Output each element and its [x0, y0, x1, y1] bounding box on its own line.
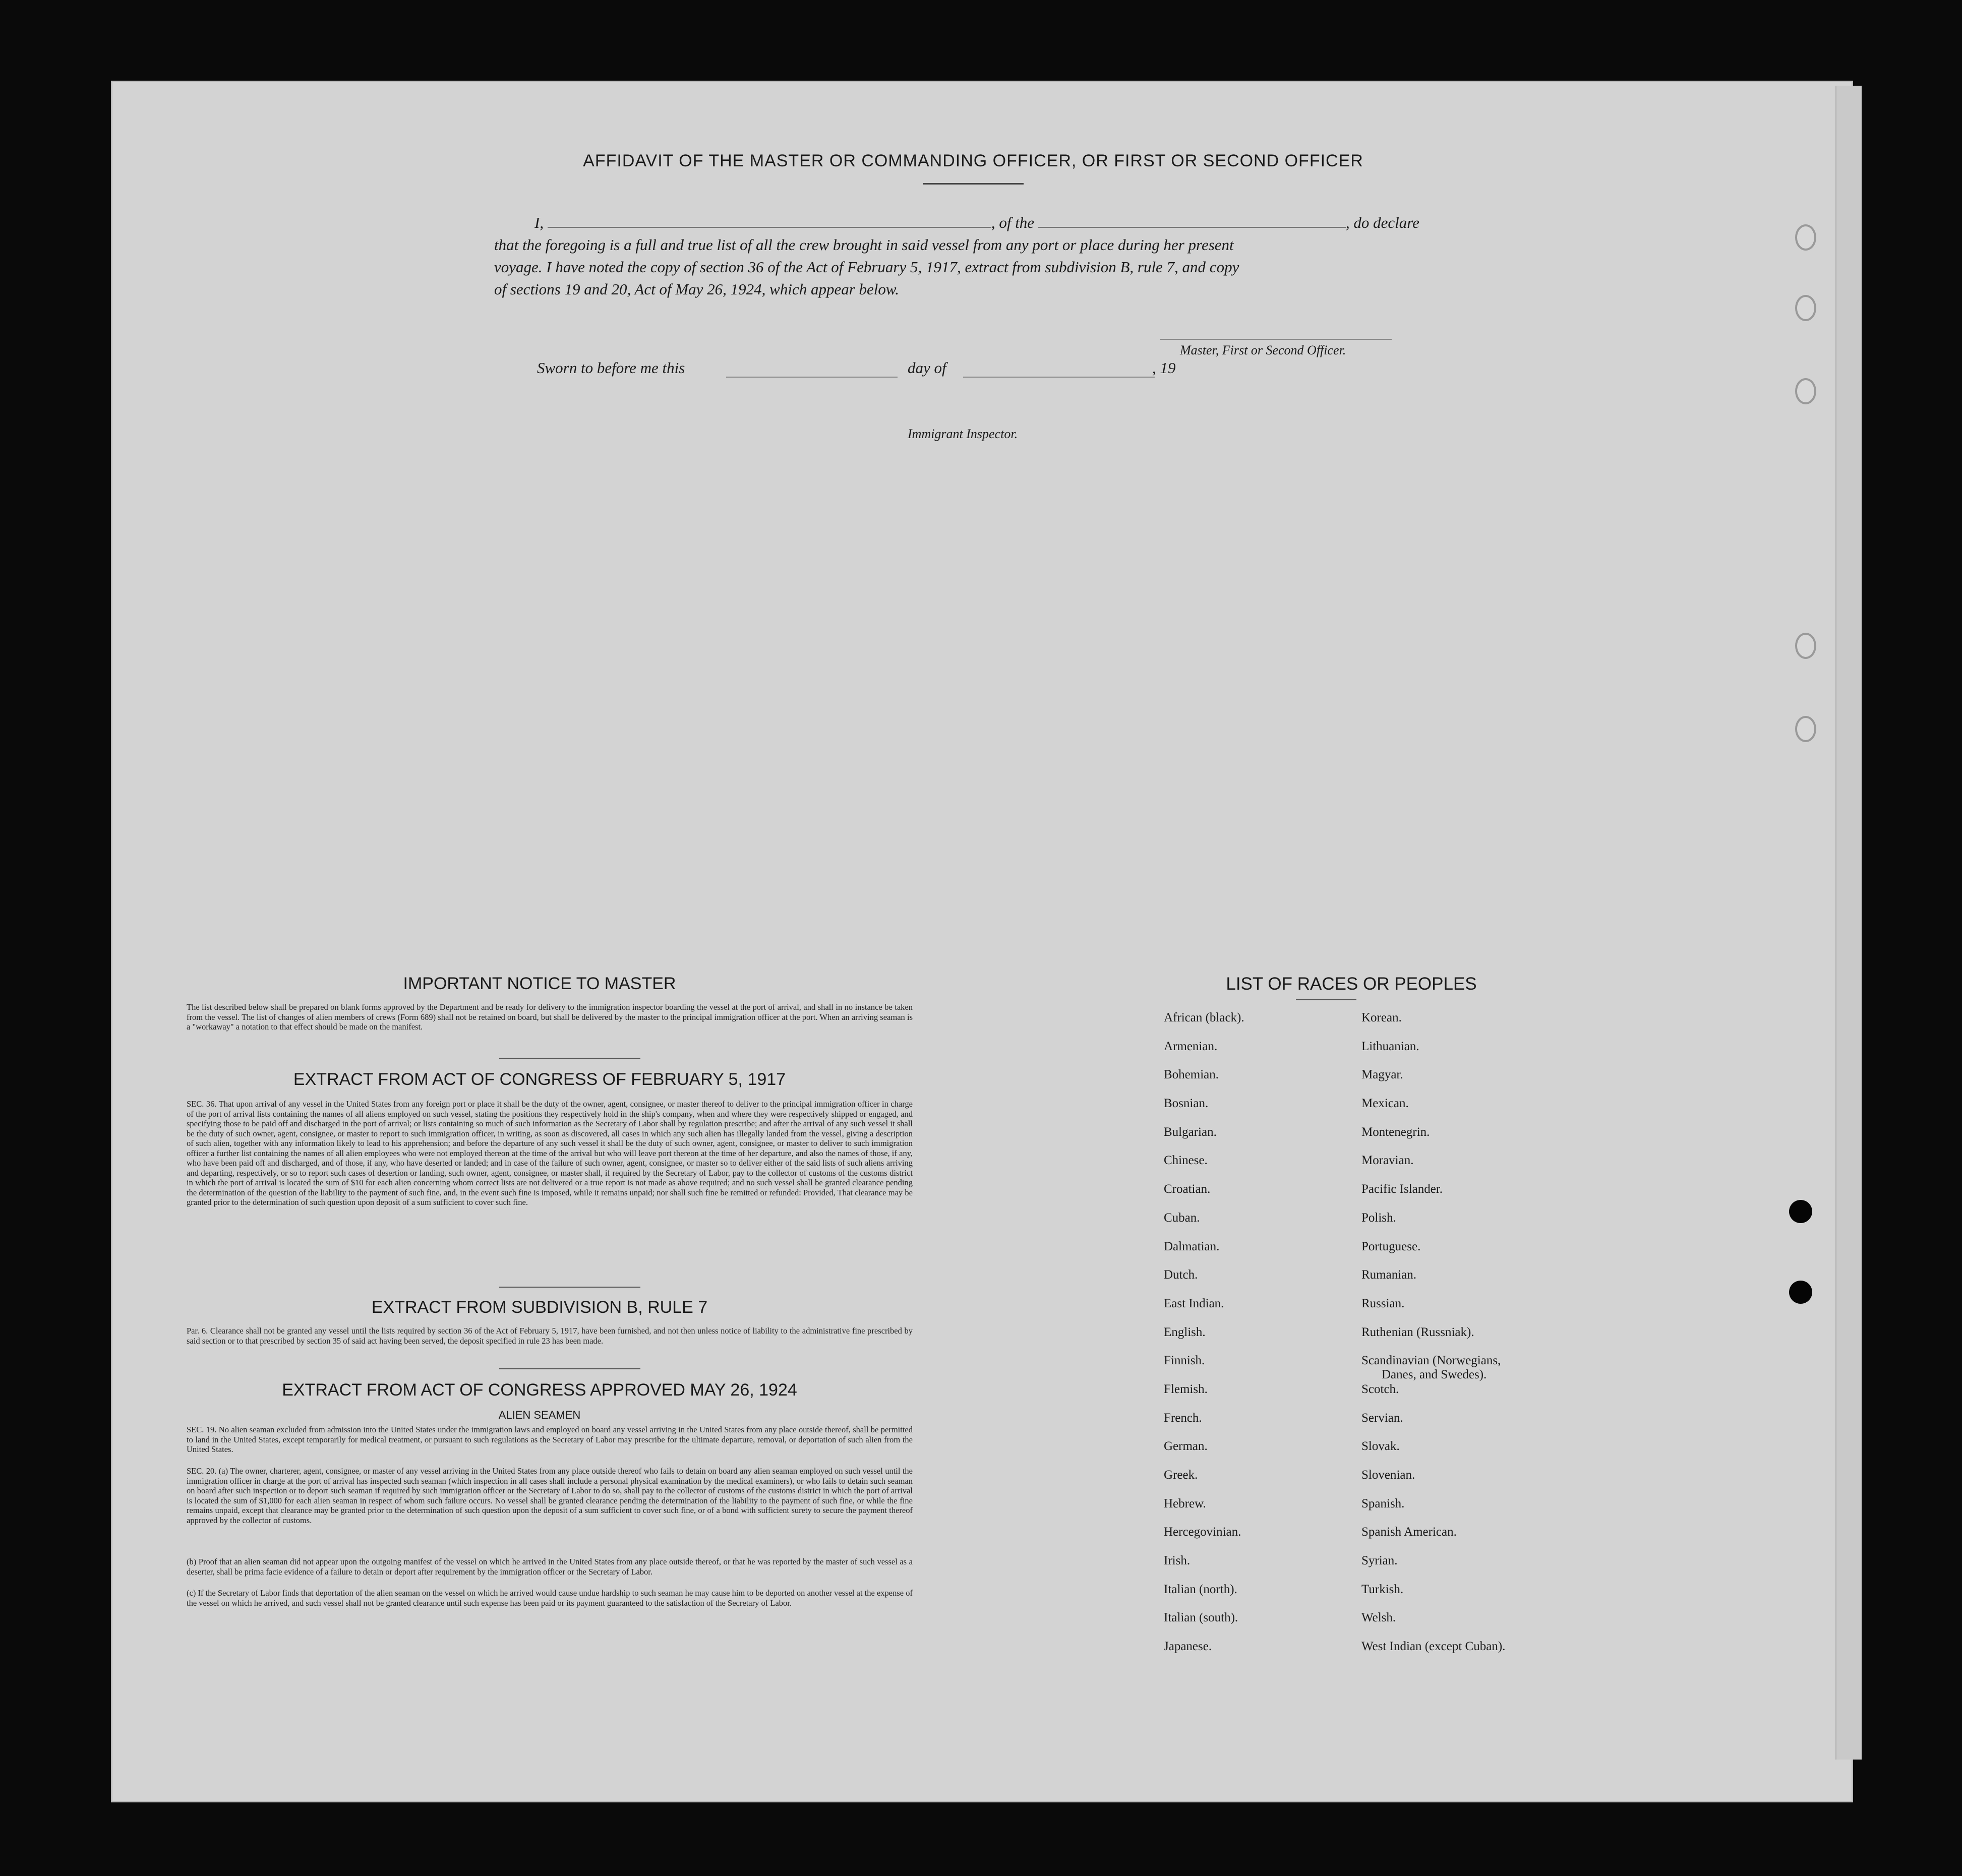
races-column-2: [1361, 1011, 1573, 1668]
race-item: Turkish.: [1361, 1582, 1404, 1596]
race-item: Slovak.: [1361, 1439, 1400, 1454]
race-item: Bulgarian.: [1164, 1125, 1217, 1139]
sec-19-text: SEC. 19. No alien seaman excluded from admission into the United States under the immigration laws and employed on board any vessel arriving in the United States from any place outside thereof, shall be permitted to land in the United States, except temporarily for medical treatment, or pursuant to such regulations as the Secretary of Labor may prescribe for the ultimate departure, removal, or deportation of such alien from the United States.: [187, 1425, 913, 1454]
race-item: Dutch.: [1164, 1268, 1198, 1282]
race-item: Magyar.: [1361, 1068, 1403, 1082]
sec-20b-text: (b) Proof that an alien seaman did not appear upon the outgoing manifest of the vessel on which he arrived in the United States from any place outside thereof, or that he was reported by the master of such vessel as a deserter, shall be prima facie evidence of a failure to detain or deport after requirement by the immigration officer or the Secretary of Labor.: [187, 1557, 913, 1577]
race-item: West Indian (except Cuban).: [1361, 1640, 1506, 1654]
race-item: Italian (south).: [1164, 1611, 1238, 1625]
race-item: Hercegovinian.: [1164, 1525, 1241, 1539]
signature-label: Master, First or Second Officer.: [1180, 343, 1346, 357]
binder-hole: [1795, 633, 1816, 659]
race-item: Russian.: [1361, 1296, 1405, 1310]
race-item: Greek.: [1164, 1468, 1198, 1482]
race-item: Croatian.: [1164, 1182, 1211, 1196]
punch-hole: [1789, 1200, 1812, 1223]
race-item: Servian.: [1361, 1411, 1403, 1425]
race-item: Hebrew.: [1164, 1496, 1206, 1510]
race-item: Slovenian.: [1361, 1468, 1415, 1482]
affidavit-title: AFFIDAVIT OF THE MASTER OR COMMANDING OFFICER, OR FIRST OR SECOND OFFICER: [583, 151, 1363, 170]
race-item: Spanish American.: [1361, 1525, 1457, 1539]
race-item: Armenian.: [1164, 1039, 1218, 1053]
affidavit-i: I,: [534, 214, 544, 231]
sworn-day-field[interactable]: [726, 376, 898, 378]
race-item: Scotch.: [1361, 1382, 1399, 1396]
race-item: Spanish.: [1361, 1496, 1405, 1510]
races-title: LIST OF RACES OR PEOPLES: [1226, 974, 1477, 994]
affidavit-do-declare: , do declare: [1345, 214, 1419, 231]
race-item: Moravian.: [1361, 1154, 1414, 1168]
race-item: Irish.: [1164, 1554, 1191, 1568]
race-item-continued: Danes, and Swedes).: [1382, 1368, 1487, 1382]
affidavit-of-the: , of the: [991, 214, 1035, 231]
race-item: Syrian.: [1361, 1554, 1398, 1568]
race-item: Portuguese.: [1361, 1239, 1421, 1253]
section-rule: [499, 1368, 640, 1369]
race-item: Pacific Islander.: [1361, 1182, 1443, 1196]
race-item: Lithuanian.: [1361, 1039, 1419, 1053]
race-item: Polish.: [1361, 1211, 1396, 1225]
sworn-label: Sworn to before me this: [537, 359, 685, 377]
race-item: Chinese.: [1164, 1154, 1208, 1168]
race-item: Rumanian.: [1361, 1268, 1417, 1282]
signature-line[interactable]: [1160, 338, 1392, 340]
race-item: Italian (north).: [1164, 1582, 1237, 1596]
notice-text: The list described below shall be prepared on blank forms approved by the Department and be ready for delivery to the immigration inspector boarding the vessel at the port of arrival, and shall in no instance be taken from the vessel. The list of changes of alien members of crews (Form 689) shall not be retained on board, but shall be delivered by the master to the principal immigration officer at the port. When an arriving seaman is a "workaway" a notation to that effect should be made on the manifest.: [187, 1002, 913, 1032]
affidavit-line-3: voyage. I have noted the copy of section 36 of the Act of February 5, 1917, extract from subdivision B, rule 7, and copy: [494, 258, 1239, 276]
alien-seamen-subtitle: ALIEN SEAMEN: [498, 1409, 581, 1421]
races-rule: [1296, 999, 1356, 1000]
race-item: Cuban.: [1164, 1211, 1200, 1225]
notice-title: IMPORTANT NOTICE TO MASTER: [403, 974, 676, 993]
race-item: Ruthenian (Russniak).: [1361, 1325, 1474, 1339]
race-item: Finnish.: [1164, 1354, 1205, 1368]
race-item: French.: [1164, 1411, 1202, 1425]
master-name-field[interactable]: [548, 213, 991, 228]
race-item: Mexican.: [1361, 1097, 1409, 1111]
vessel-name-field[interactable]: [1038, 213, 1346, 228]
subdivision-b-title: EXTRACT FROM SUBDIVISION B, RULE 7: [371, 1298, 708, 1317]
affidavit-body: [494, 212, 1455, 300]
title-rule: [923, 183, 1024, 185]
section-rule: [499, 1287, 640, 1288]
race-item: Japanese.: [1164, 1640, 1212, 1654]
sworn-month-field[interactable]: [963, 376, 1155, 378]
subdivision-b-text: Par. 6. Clearance shall not be granted any vessel until the lists required by section 36 of the Act of February 5, 1917, have been furnished, and not then unless notice of liability to the administrative fine prescribed by said section or to that prescribed by section 35 of said act having been served, the deposit specified in rule 23 has been made.: [187, 1326, 913, 1346]
race-item: African (black).: [1164, 1011, 1244, 1024]
sec-20a-text: SEC. 20. (a) The owner, charterer, agent, consignee, or master of any vessel arriving in the United States from any place outside thereof who fails to detain on board any alien seaman employed on such vessel until the immigration officer in charge at the port of arrival has inspected such seaman (which inspection in all cases shall include a personal physical examination by the medical examiners), or who fails to detain such seaman on board after such inspection or to deport such seaman if required by such immigration officer or the Secretary of Labor to do so, shall pay to the collector of customs of the customs district in which the port of arrival is located the sum of $1,000 for each alien seaman in respect of whom such failure occurs. No vessel shall be granted clearance pending the determination of the liability to the payment of such fine, or while the fine remains unpaid, except that clearance may be granted prior to the determination of such question upon the deposit of a sum sufficient to cover such fine, or of a bond with sufficient surety to secure the payment thereof approved by the collector of customs.: [187, 1466, 913, 1525]
extract-1917-text: SEC. 36. That upon arrival of any vessel in the United States from any foreign port or place it shall be the duty of the owner, agent, consignee, or master thereof to deliver to the principal immigration officer in charge of the port of arrival lists containing the names of all aliens employed on such vessel, stating the positions they respectively hold in the ship's company, when and where they were respectively shipped or engaged, and specifying those to be paid off and discharged in the port of arrival; or lists containing so much of such information as the Secretary of Labor shall by regulation prescribe; and after the arrival of any such vessel it shall be the duty of such owner, agent, consignee, or master to report to such immigration officer, in writing, as soon as discovered, all cases in which any such alien has illegally landed from the vessel, giving a description of such alien, together with any information likely to lead to his apprehension; and before the departure of any such vessel it shall be the duty of such owner, agent, consignee, or master to deliver to such immigration officer a further list containing the names of all alien employees who were not employed thereon at the time of the arrival but who will leave port thereon at the time of her departure, and also the names of those, if any, who have been paid off and discharged, and of those, if any, who have deserted or landed; and in case of the failure of such owner, agent, consignee, or master so to deliver either of the said lists of such aliens arriving and departing, respectively, or so to report such cases of desertion or landing, such owner, agent, consignee, or master shall, if required by the Secretary of Labor, pay to the collector of customs of the customs district in which the port of arrival is located the sum of $10 for each alien concerning whom correct lists are not delivered or a true report is not made as above required; and no such vessel shall be granted clearance pending the determination of the question of the liability to the payment of such fine, and, in the event such fine is imposed, while it remains unpaid; nor shall such fine be remitted or refunded: Provided, That clearance may be granted prior to the determination of such question upon deposit of a sum sufficient to cover such fine.: [187, 1099, 913, 1207]
affidavit-line-2: that the foregoing is a full and true list of all the crew brought in said vessel from any port or place during her present: [494, 236, 1234, 254]
race-item: Bohemian.: [1164, 1068, 1219, 1082]
sheet-edge: [1835, 86, 1862, 1760]
year-label: , 19: [1152, 359, 1176, 377]
race-item: Scandinavian (Norwegians,: [1361, 1354, 1501, 1368]
inspector-label: Immigrant Inspector.: [908, 427, 1018, 441]
race-item-scandinavian: [1361, 1354, 1573, 1382]
race-item: Korean.: [1361, 1011, 1402, 1024]
binder-hole: [1795, 224, 1816, 251]
binder-hole: [1795, 378, 1816, 404]
section-rule: [499, 1058, 640, 1059]
race-item: Welsh.: [1361, 1611, 1396, 1625]
races-column-1: [1164, 1011, 1360, 1668]
race-item: German.: [1164, 1439, 1208, 1454]
race-item: Flemish.: [1164, 1382, 1208, 1396]
race-item: East Indian.: [1164, 1296, 1224, 1310]
affidavit-line-1: [494, 212, 1455, 234]
race-item: Dalmatian.: [1164, 1239, 1220, 1253]
binder-hole: [1795, 716, 1816, 742]
binder-hole: [1795, 295, 1816, 321]
race-item: Bosnian.: [1164, 1097, 1209, 1111]
affidavit-line-4: of sections 19 and 20, Act of May 26, 1924, which appear below.: [494, 280, 900, 298]
form-sheet: [111, 81, 1853, 1802]
punch-hole: [1789, 1281, 1812, 1304]
sec-20c-text: (c) If the Secretary of Labor finds that deportation of the alien seaman on the vessel on which he arrived would cause undue hardship to such seaman he may cause him to be deported on another vessel at the expense of the vessel on which he arrived, and such vessel shall not be granted clearance until such expense has been paid or its payment guaranteed to the satisfaction of the Secretary of Labor.: [187, 1588, 913, 1608]
extract-1917-title: EXTRACT FROM ACT OF CONGRESS OF FEBRUARY 5, 1917: [293, 1070, 786, 1089]
day-of-label: day of: [908, 359, 946, 377]
race-item: English.: [1164, 1325, 1206, 1339]
extract-1924-title: EXTRACT FROM ACT OF CONGRESS APPROVED MAY 26, 1924: [282, 1380, 797, 1400]
race-item: Montenegrin.: [1361, 1125, 1430, 1139]
